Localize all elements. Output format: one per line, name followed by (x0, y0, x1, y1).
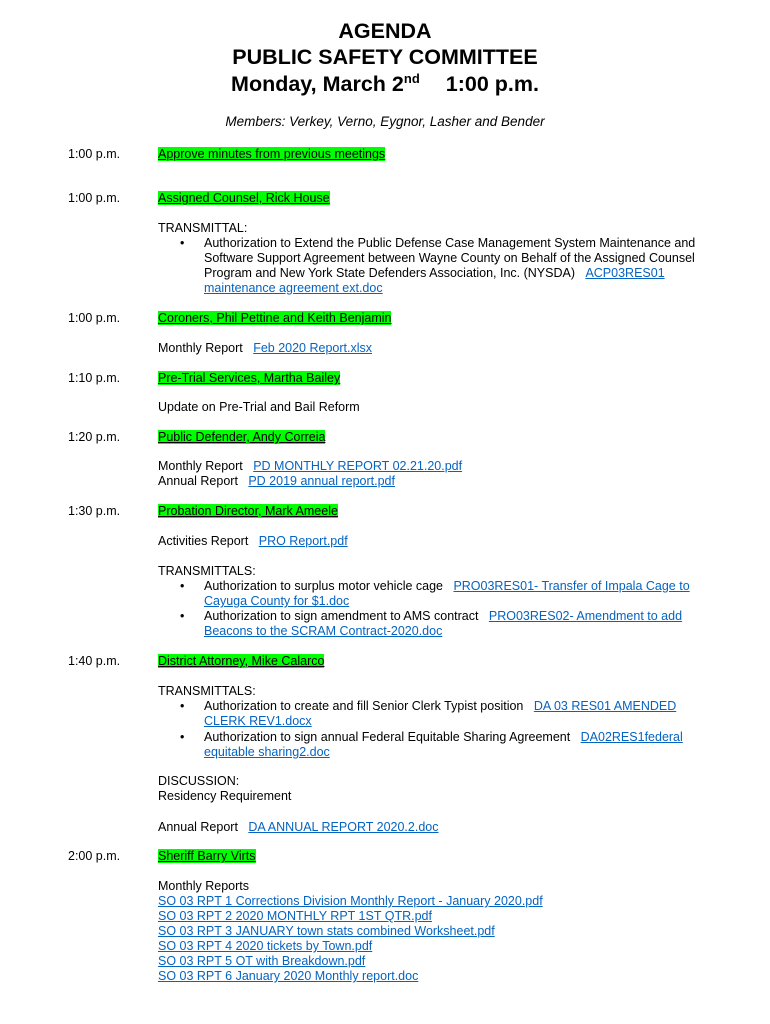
discussion-label: DISCUSSION: (158, 774, 240, 788)
bullet-line-text: Program and New York State Defenders Association, Inc. (NYSDA) (204, 266, 576, 280)
item-time: 1:00 p.m. (68, 147, 121, 161)
report-label: Activities Report (158, 534, 249, 548)
document-link[interactable]: PRO03RES02- Amendment to add (488, 609, 683, 623)
item-title-assigned-counsel[interactable]: Assigned Counsel, Rick House (158, 191, 330, 205)
item-title-minutes[interactable]: Approve minutes from previous meetings (158, 147, 386, 161)
item-time: 1:00 p.m. (68, 191, 121, 205)
item-title-defender[interactable]: Public Defender, Andy Correia (158, 430, 326, 444)
bullet-icon: • (180, 579, 185, 593)
members-line: Members: Verkey, Verno, Eygnor, Lasher and Bender (225, 114, 545, 129)
document-link[interactable]: maintenance agreement ext.doc (204, 281, 383, 295)
bullet-icon: • (180, 609, 185, 623)
bullet-text (204, 579, 690, 609)
bullet-icon: • (180, 730, 185, 744)
bullet-text (204, 699, 676, 729)
item-time: 1:30 p.m. (68, 504, 121, 518)
bullet-line-text: Authorization to sign amendment to AMS contract (204, 609, 479, 623)
transmittals-label: TRANSMITTALS: (158, 684, 256, 698)
bullet-text (204, 730, 683, 760)
document-link[interactable]: DA 03 RES01 AMENDED (533, 699, 677, 713)
date-suffix: nd (403, 71, 420, 86)
item-title-coroners[interactable]: Coroners, Phil Pettine and Keith Benjamin (158, 311, 392, 325)
document-link[interactable]: SO 03 RPT 5 OT with Breakdown.pdf (158, 954, 366, 968)
item-title-da[interactable]: District Attorney, Mike Calarco (158, 654, 325, 668)
discussion-block (158, 774, 291, 804)
document-link[interactable]: PD MONTHLY REPORT 02.21.20.pdf (253, 459, 463, 473)
report-line (158, 534, 348, 548)
reports-label: Monthly Reports (158, 879, 250, 893)
bullet-text (204, 236, 695, 296)
item-title-pretrial[interactable]: Pre-Trial Services, Martha Bailey (158, 371, 341, 385)
document-link[interactable]: SO 03 RPT 6 January 2020 Monthly report.doc (158, 969, 419, 983)
item-title-sheriff[interactable]: Sheriff Barry Virts (158, 849, 256, 863)
document-link[interactable]: Beacons to the SCRAM Contract-2020.doc (204, 624, 443, 638)
document-link[interactable]: ACP03RES01 (585, 266, 665, 280)
item-time: 2:00 p.m. (68, 849, 121, 863)
document-link[interactable]: SO 03 RPT 4 2020 tickets by Town.pdf (158, 939, 373, 953)
committee-heading: PUBLIC SAFETY COMMITTEE (232, 45, 538, 69)
document-link[interactable]: Cayuga County for $1.doc (204, 594, 350, 608)
transmittals-label: TRANSMITTALS: (158, 564, 256, 578)
bullet-line: Software Support Agreement between Wayne County on Behalf of the Assigned Counsel (204, 251, 695, 265)
document-link[interactable]: PRO Report.pdf (258, 534, 348, 548)
report-label: Monthly Report (158, 459, 243, 473)
report-line (158, 820, 439, 834)
item-time: 1:40 p.m. (68, 654, 121, 668)
bullet-line-text: Authorization to surplus motor vehicle cage (204, 579, 444, 593)
bullet-line (204, 266, 695, 281)
report-line (158, 459, 462, 489)
sheriff-reports (158, 879, 543, 984)
document-link[interactable]: CLERK REV1.docx (204, 714, 312, 728)
report-label: Monthly Report (158, 341, 243, 355)
item-time: 1:20 p.m. (68, 430, 121, 444)
document-link[interactable]: DA ANNUAL REPORT 2020.2.doc (248, 820, 439, 834)
report-label: Annual Report (158, 474, 238, 488)
bullet-line: Authorization to Extend the Public Defense Case Management System Maintenance and (204, 236, 696, 250)
document-link[interactable]: DA02RES1federal (580, 730, 683, 744)
document-link[interactable]: Feb 2020 Report.xlsx (253, 341, 372, 355)
bullet-icon: • (180, 236, 185, 250)
agenda-heading: AGENDA (338, 19, 432, 43)
discussion-text: Residency Requirement (158, 789, 292, 803)
bullet-line-text: Authorization to create and fill Senior Clerk Typist position (204, 699, 524, 713)
document-link[interactable]: PRO03RES01- Transfer of Impala Cage to (453, 579, 690, 593)
date-text: Monday, March 2 (231, 72, 404, 97)
report-line (158, 341, 372, 355)
transmittal-label: TRANSMITTAL: (158, 221, 248, 235)
document-link[interactable]: PD 2019 annual report.pdf (248, 474, 395, 488)
item-time: 1:00 p.m. (68, 311, 121, 325)
document-link[interactable]: equitable sharing2.doc (204, 745, 330, 759)
bullet-text (204, 609, 682, 639)
bullet-line-text: Authorization to sign annual Federal Equitable Sharing Agreement (204, 730, 571, 744)
document-link[interactable]: SO 03 RPT 3 JANUARY town stats combined Worksheet.pdf (158, 924, 495, 938)
bullet-icon: • (180, 699, 185, 713)
pretrial-note: Update on Pre-Trial and Bail Reform (158, 400, 360, 414)
item-time: 1:10 p.m. (68, 371, 121, 385)
item-title-probation[interactable]: Probation Director, Mark Ameele (158, 504, 338, 518)
document-link[interactable]: SO 03 RPT 1 Corrections Division Monthly Report - January 2020.pdf (158, 894, 543, 908)
time-text: 1:00 p.m. (445, 72, 539, 97)
document-link[interactable]: SO 03 RPT 2 2020 MONTHLY RPT 1ST QTR.pdf (158, 909, 432, 923)
date-heading (0, 72, 770, 96)
report-label: Annual Report (158, 820, 238, 834)
